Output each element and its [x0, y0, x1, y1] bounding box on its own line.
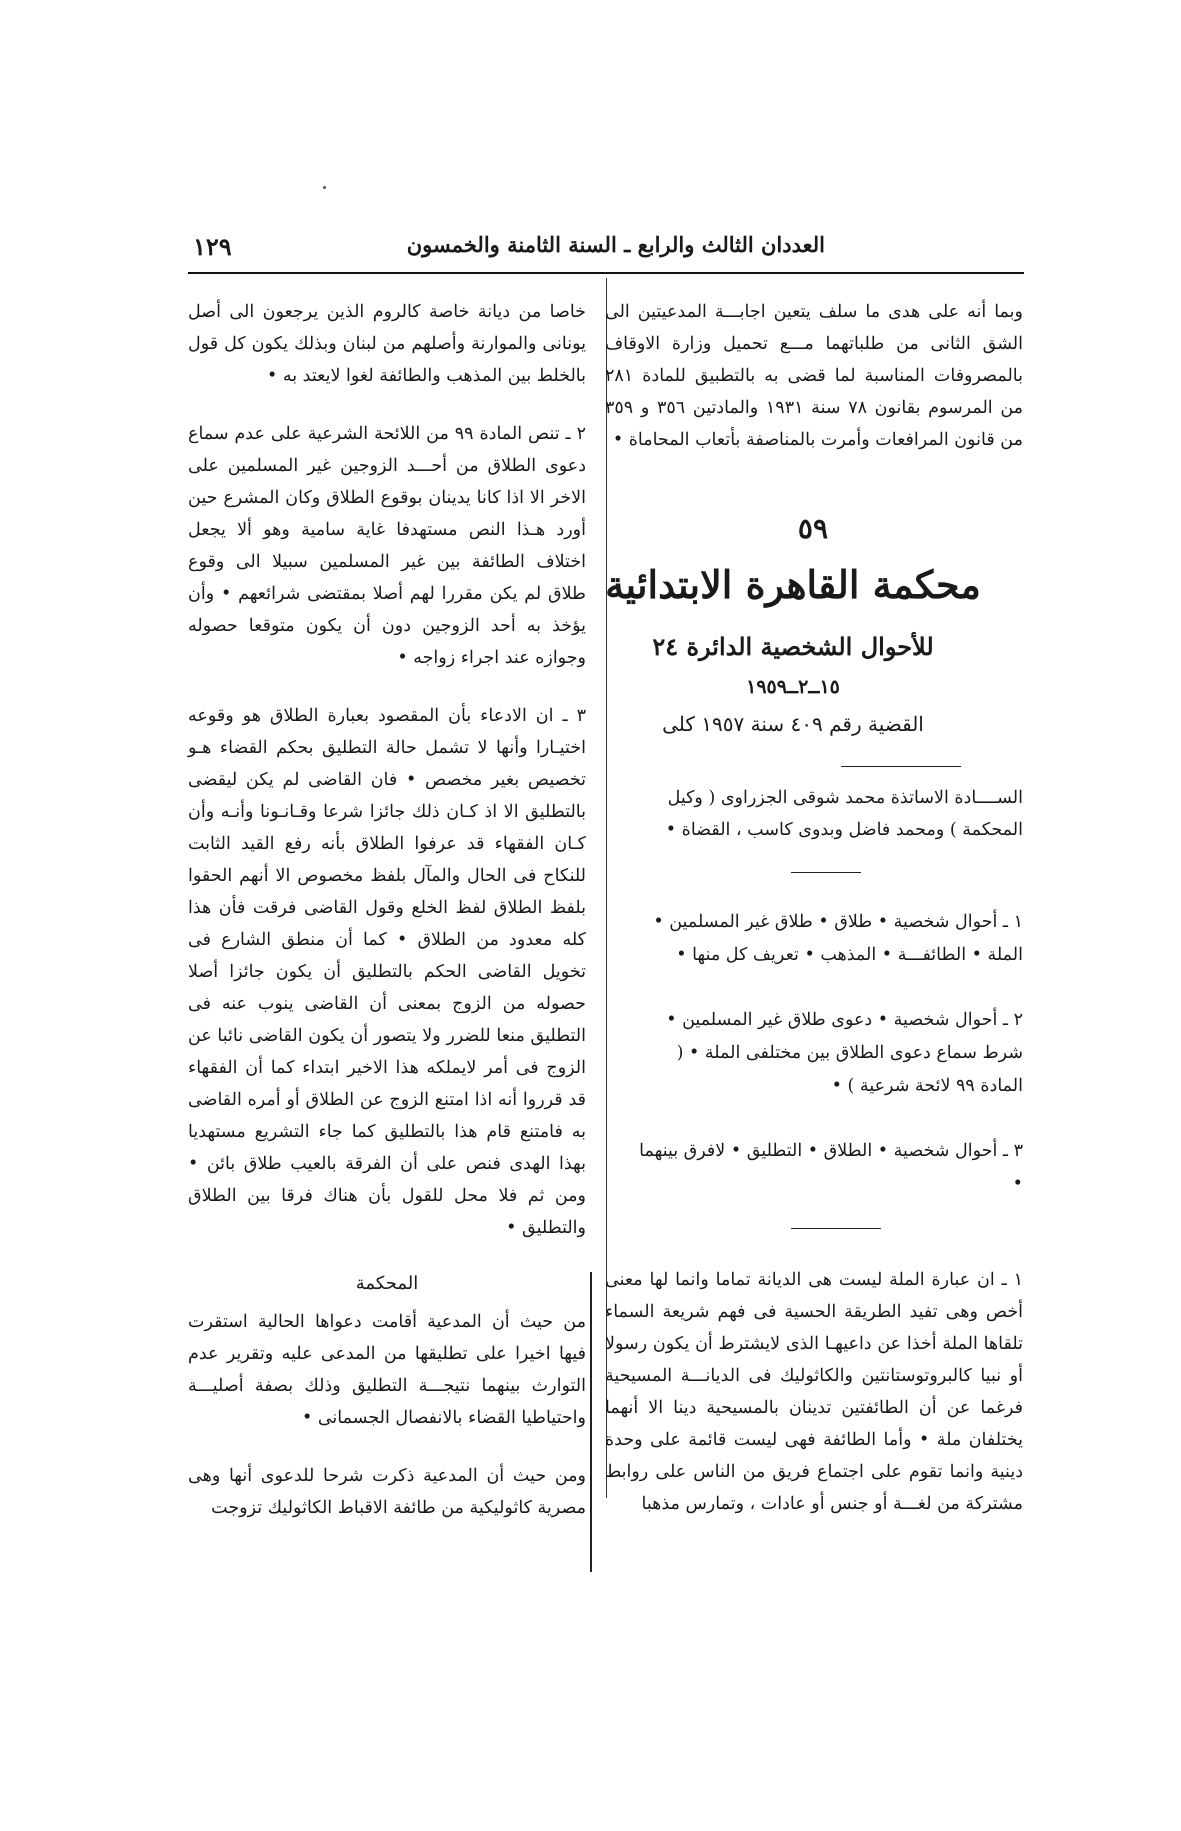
separator-rule	[841, 766, 961, 767]
ruling-paragraph: خاصا من ديانة خاصة كالروم الذين يرجعون الى أصل يونانى والموارنة وأصلهم من لبنان وبذلك يكون كل قول بالخلط بين المذهب والطائفة لغوا لايعتد به •	[188, 302, 586, 386]
running-header	[185, 232, 1025, 272]
court-section	[188, 1268, 586, 1550]
separator-rule	[791, 1228, 881, 1229]
court-name: محكمة القاهرة الابتدائية	[605, 562, 981, 607]
closing-paragraph: وبما أنه على هدى ما سلف يتعين اجابـــة المدعيتين الى الشق الثانى من طلباتهما مـــع تحميل وزارة الاوقاف بالمصروفات المناسبة لما قضى به بالتطبيق للمادة ٢٨١ من المرسوم بقانون ٧٨ سنة ١٩٣١ والمادتين ٣٥٦ و ٣٥٩ من قانون المرافعات وأمرت بالمناصفة بأتعاب المحاماة •	[605, 302, 1024, 450]
headnote-principles	[633, 906, 1023, 1233]
ruling-paragraph: ٢ ـ تنص المادة ٩٩ من اللائحة الشرعية على عدم سماع دعوى الطلاق من أحـــد الزوجين غير المسلمين على الاخر الا اذا كانا يدينان بوقوع الطلاق وكان المشرع حين أورد هـذا النص مستهدفا غاية سامية وهو ألا يجعل اختلاف الطائفة بين غير المسلمين سبيلا الى وقوع طلاق لم يكن مقررا لهم أصلا بمقتضى شرائعهم • وأن يؤخذ به أحد الزوجين دون أن يكون متوقعا حصوله وجوازه عند اجراء زواجه •	[188, 424, 586, 668]
scan-speck	[323, 186, 326, 189]
case-number: ٥٩	[797, 512, 828, 545]
case-reference: القضية رقم ٤٠٩ سنة ١٩٥٧ كلى	[662, 712, 924, 736]
ruling-paragraph: ٣ ـ ان الادعاء بأن المقصود بعبارة الطلاق هو وقوعه اختيـارا وأنها لا تشمل حالة التطليق بحكم القضاء هـو تخصيص بغير مخصص • فان القاضى لم يكن ليقضى بالتطليق الا اذ كـان ذلك جائزا شرعا وقـانـونا وأنـه وأن كـان الفقهاء قد عرفوا الطلاق بأنه رفع القيد الثابت للنكاح فى الحال والمآل بلفظ مخصوص الا أنهم الحقوا بلفظ الطلاق لفظ الخلع وقول القاضى فرقت فأن هذا كله معدود من الطلاق • كما أن منطق الشارع فى تخويل القاضى الحكم بالتطليق أن يكون جائزا أصلا حصوله من الزوج بمعنى أن القاضى ينوب عنه فى التطليق منعا للضرر ولا يتصور أن يكون القاضى نائبا عن الزوج فى أمر لايملكه هذا الاخير ابتداء كما أن الفقهاء قد قرروا أنه اذا امتنع الزوج عن الطلاق أو أمره القاضى به فامتنع قام هذا بالتطليق كما جاء التشريع مستهديا بهذا الهدى فنص على أن الفرقة بالعيب طلاق بائن • ومن ثم فلا محل للقول بأن هناك فرقا بين الطلاق والتطليق •	[188, 706, 586, 1238]
page-number: ١٢٩	[193, 232, 232, 261]
right-column-intro	[605, 296, 1023, 482]
decision-date: ١٥ــ٢ــ١٩٥٩	[746, 676, 840, 698]
court-division: للأحوال الشخصية الدائرة ٢٤	[652, 632, 934, 661]
judges-panel: الســــادة الاساتذة محمد شوقى الجزراوى ( وكيل المحكمة ) ومحمد فاضل وبدوى كاسب ، القضاة •	[665, 788, 1023, 840]
left-column-rulings	[188, 296, 586, 1270]
header-rule	[188, 272, 1024, 274]
section-heading: المحكمة	[355, 1273, 419, 1294]
court-paragraph: ومن حيث أن المدعية ذكرت شرحا للدعوى أنها وهى مصرية كاثوليكية من طائفة الاقباط الكاثوليك تزوجت	[188, 1466, 586, 1518]
principle-item: ١ ـ أحوال شخصية • طلاق • طلاق غير المسلمين • الملة • الطائفـــة • المذهب • تعريف كل منها •	[653, 912, 1023, 965]
running-title: العددان الثالث والرابع ـ السنة الثامنة والخمسون	[406, 232, 825, 257]
principle-item: ٣ ـ أحوال شخصية • الطلاق • التطليق • لافرق بينهما •	[639, 1141, 1023, 1194]
court-paragraph: من حيث أن المدعية أقامت دعواها الحالية استقرت فيها اخيرا على تطليقها من المدعى عليه وتقرير عدم التوارث بينهما نتيجـــة التطليق وذلك بصفة أصليـــة واحتياطيا القضاء بالانفصال الجسمانى •	[188, 1312, 586, 1428]
principle-item: ٢ ـ أحوال شخصية • دعوى طلاق غير المسلمين • شرط سماع دعوى الطلاق بين مختلفى الملة • ( المادة ٩٩ لائحة شرعية ) •	[666, 1010, 1023, 1096]
column-divider-lower	[590, 1272, 592, 1572]
separator-rule	[791, 872, 861, 873]
ruling-paragraph-1: ١ ـ ان عبارة الملة ليست هى الديانة تماما وانما لها معنى أخص وهى تفيد الطريقة الحسية فى فهم شريعة السماء تلقاها الملة أخذا عن داعيهـا الذى لايشترط أن يكون رسولا أو نبيا كالبروتوستانتين والكاثوليك فى الديانـــة المسيحية فرغما عن أن الطائفتين تدينان بالمسيحية دينا الا أنهما يختلفان ملة • وأما الطائفة فهى ليست قائمة على وحدة دينية وانما تقوم على اجتماع فريق من الناس على روابط مشتركة من لغـــة أو جنس أو عادات ، وتمارس مذهبا	[605, 1270, 1023, 1514]
